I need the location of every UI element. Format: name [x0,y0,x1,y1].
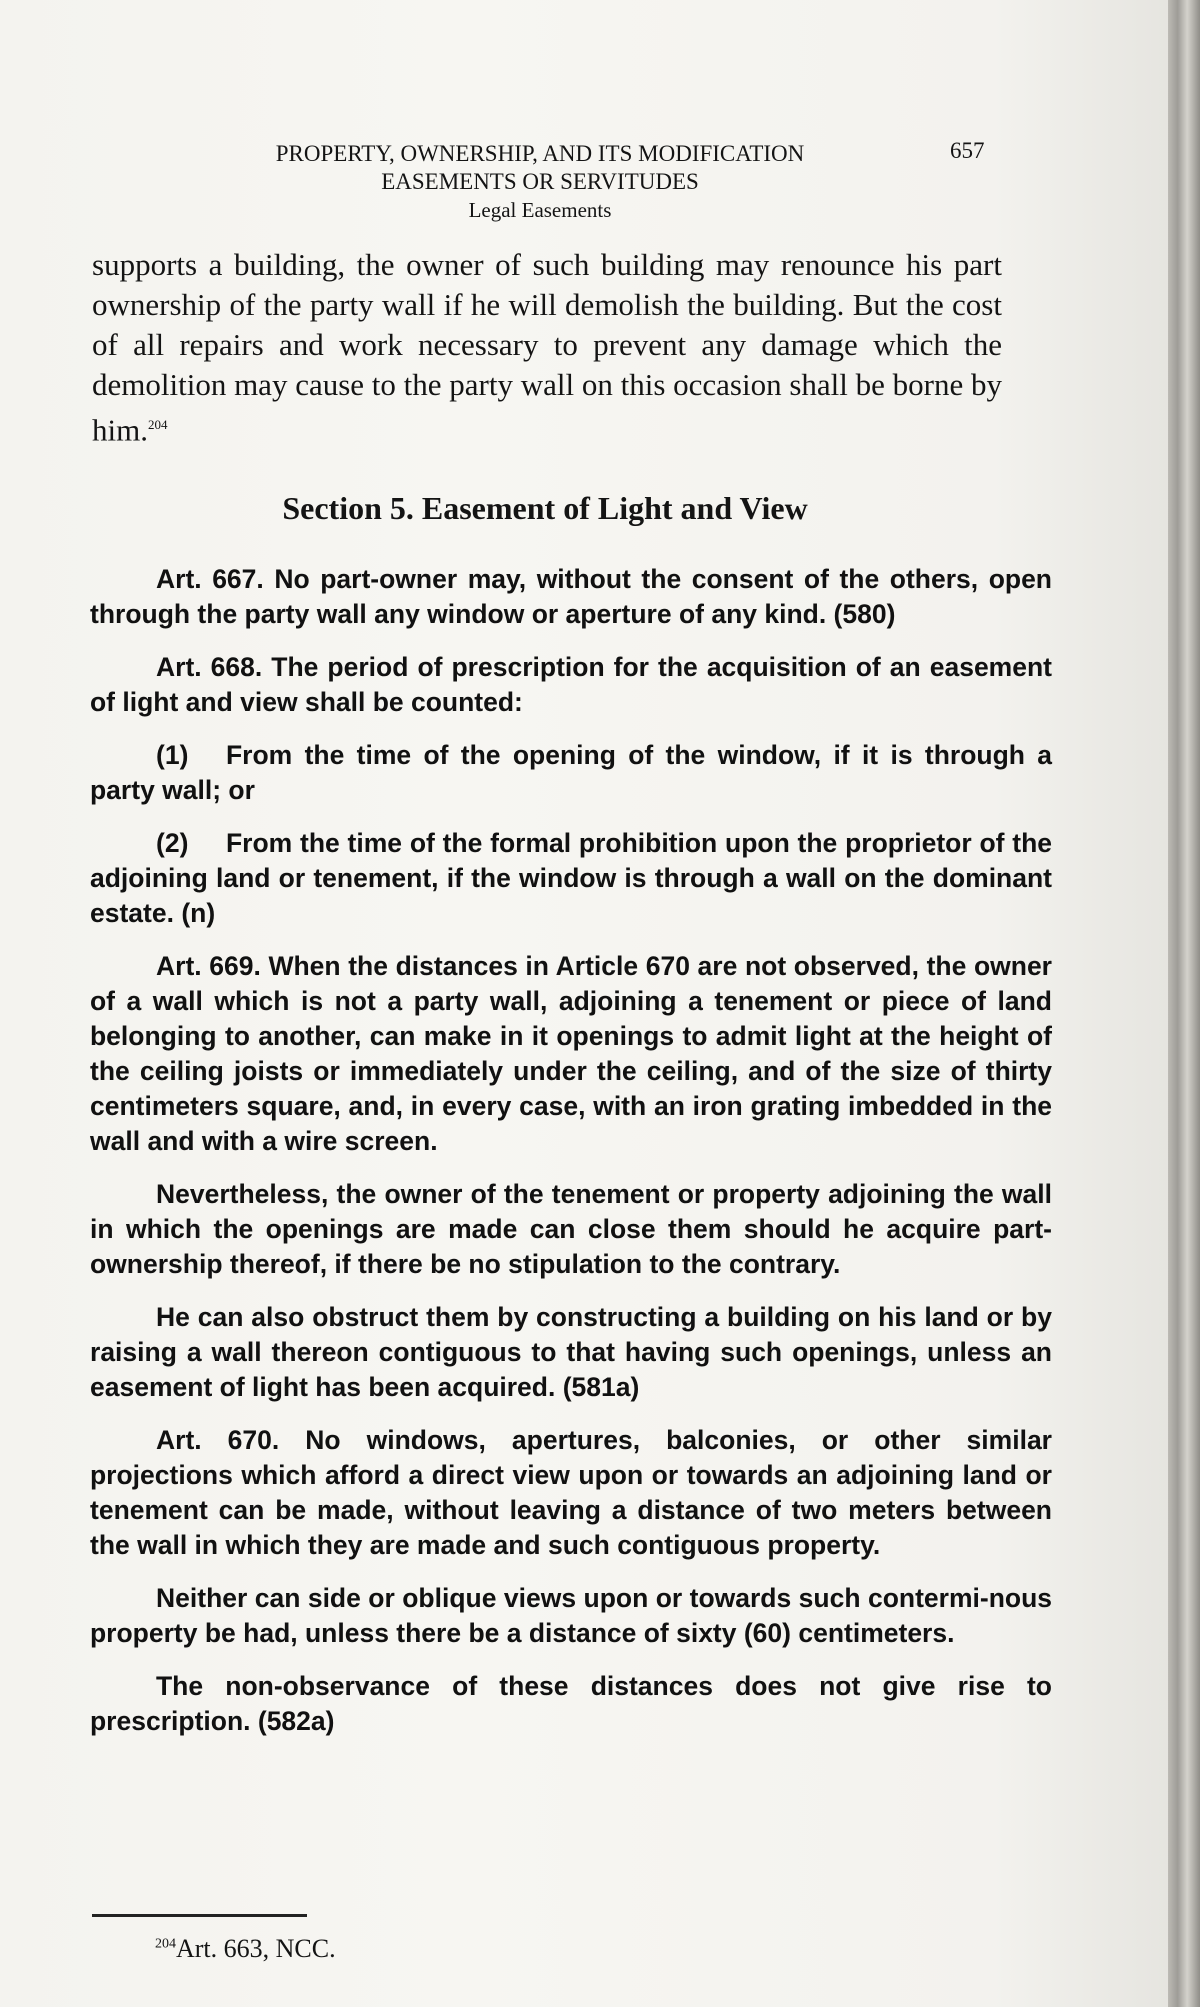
section-title: Section 5. Easement of Light and View [282,490,808,526]
footnote [155,1934,336,1964]
running-header [0,140,1080,224]
article-670: Art. 670. No windows, apertures, balconies, or other similar projections which afford a direct view upon or towards an adjoining land or tenement can be made, without leaving a distance of two meters between the wall in which they are made and such contiguous property. [90,1425,1052,1560]
header-line-3: Legal Easements [468,198,612,222]
article-670-paragraph-2: Neither can side or oblique views upon or towards such contermi-nous property be had, unless there be a distance of sixty (60) centimeters. [90,1583,1052,1648]
footnote-ref: 204 [147,417,168,432]
intro-text: supports a building, the owner of such building may renounce his part ownership of the party wall if he will demolish the building. But the cost of all repairs and work necessary to prevent any damage which the demolition may cause to the party wall on this occasion shall be borne by him. [92,247,1002,448]
article-668-item-1 [90,738,1052,808]
article-667: Art. 667. No part-owner may, without the consent of the others, open through the party wall any window or aperture of any kind. (580) [90,564,1052,629]
article-669-paragraph-2: Nevertheless, the owner of the tenement or property adjoining the wall in which the openings are made can close them should he acquire part-ownership thereof, if there be no stipulation to the contrary. [90,1179,1052,1279]
item-2-text: From the time of the formal prohibition upon the proprietor of the adjoining land or tenement, if the window is through a wall on the dominant estate. (n) [90,828,1052,928]
page-number: 657 [950,138,985,163]
footnote-text: Art. 663, NCC. [176,1934,336,1963]
articles-body [90,562,1052,1757]
item-1-text: From the time of the opening of the window, if it is through a party wall; or [90,740,1052,805]
article-669-paragraph-3: He can also obstruct them by constructing a building on his land or by raising a wall thereon contiguous to that having such openings, unless an easement of light has been acquired. (581a) [90,1302,1052,1402]
page-edge [1168,0,1200,2007]
footnote-number: 204 [155,1936,176,1952]
header-line-2: EASEMENTS OR SERVITUDES [381,169,699,194]
article-670-paragraph-3: The non-observance of these distances does not give rise to prescription. (582a) [90,1671,1052,1736]
header-line-1: PROPERTY, OWNERSHIP, AND ITS MODIFICATION [275,141,805,166]
item-2-label: (2) [156,828,189,858]
article-669: Art. 669. When the distances in Article 670 are not observed, the owner of a wall which is not a party wall, adjoining a tenement or piece of land belonging to another, can make in it openings to admit light at the height of the ceiling joists or immediately under the ceiling, and of the size of thirty centimeters square, and, in every case, with an iron grating imbedded in the wall and with a wire screen. [90,951,1052,1156]
article-668-item-2 [90,826,1052,931]
footnote-divider [92,1914,307,1917]
item-1-label: (1) [156,740,189,770]
article-668: Art. 668. The period of prescription for the acquisition of an easement of light and view shall be counted: [90,652,1052,717]
intro-paragraph [92,245,1002,450]
